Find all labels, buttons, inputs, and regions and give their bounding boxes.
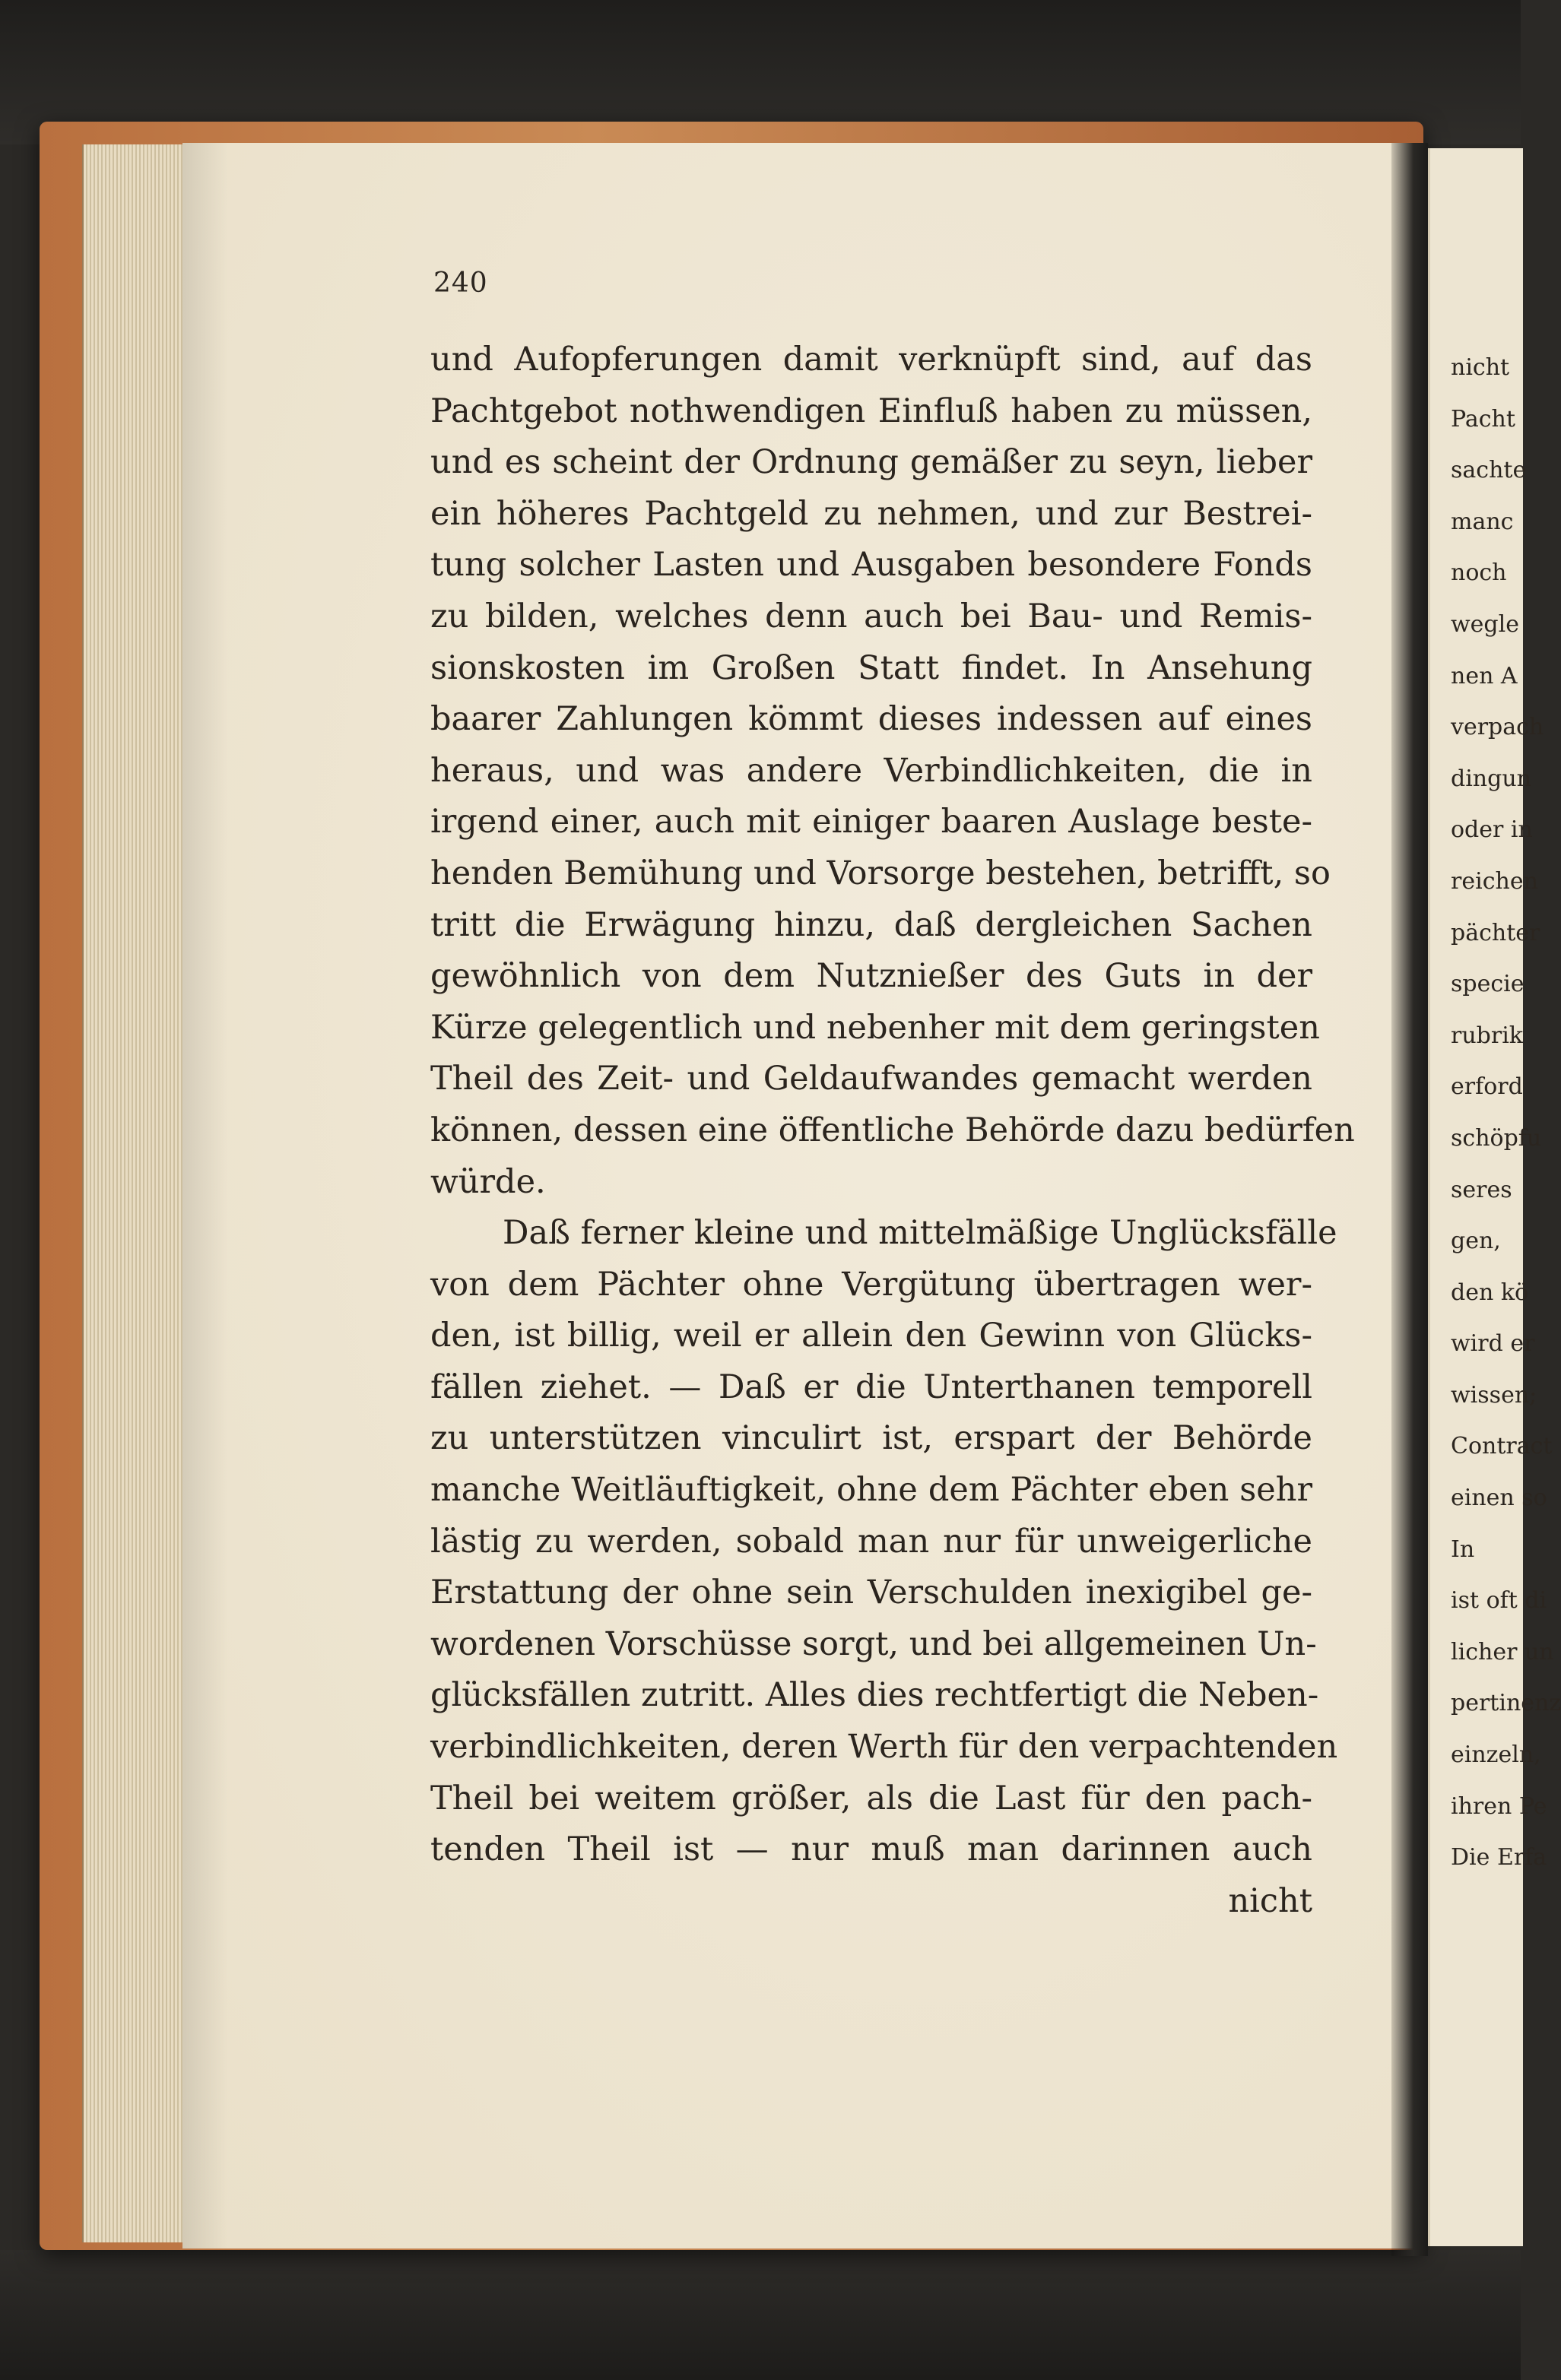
text-line: den, ist billig, weil er allein den Gewinn von Glücks- (430, 1317, 1312, 1355)
right-page-text (1451, 342, 1561, 1884)
text-line: zu unterstützen vinculirt ist, erspart der Behörde (430, 1419, 1312, 1458)
text-line: Kürze gelegentlich und nebenher mit dem geringsten (430, 1008, 1320, 1047)
facing-page-line: ist oft di (1451, 1587, 1547, 1615)
text-line: baarer Zahlungen kömmt dieses indessen auf eines (430, 700, 1312, 739)
facing-page-line: seres (1451, 1176, 1512, 1203)
facing-page-line: dingun (1451, 765, 1531, 792)
facing-page-line: licher un (1451, 1638, 1554, 1665)
page-edges (82, 144, 184, 2242)
facing-page-line: gen, (1451, 1228, 1501, 1255)
text-line: von dem Pächter ohne Vergütung übertragen wer- (430, 1265, 1312, 1304)
text-line: gewöhnlich von dem Nutznießer des Guts in der (430, 957, 1312, 996)
body-text (430, 334, 1355, 1927)
facing-page-line: In (1451, 1535, 1475, 1563)
facing-page-line: rubrik (1451, 1022, 1523, 1049)
text-line: tenden Theil ist — nur muß man darinnen auch (430, 1830, 1312, 1869)
text-line: lästig zu werden, sobald man nur für unweigerliche (430, 1522, 1312, 1561)
text-line: nicht (1228, 1881, 1312, 1920)
text-line: heraus, und was andere Verbindlichkeiten, die in (430, 751, 1312, 790)
text-line: wordenen Vorschüsse sorgt, und bei allgemeinen Un- (430, 1624, 1317, 1663)
facing-page-line: einen so (1451, 1485, 1547, 1512)
text-line: ein höheres Pachtgeld zu nehmen, und zur Bestrei- (430, 494, 1312, 533)
text-line: würde. (430, 1162, 546, 1201)
text-line: verbindlichkeiten, deren Werth für den verpachtenden (430, 1728, 1338, 1767)
facing-page-line: sachte (1451, 457, 1527, 484)
facing-page-line: Contract (1451, 1433, 1553, 1460)
text-line: zu bilden, welches denn auch bei Bau- und Remis- (430, 597, 1312, 635)
text-line: Theil des Zeit- und Geldaufwandes gemacht werden (430, 1060, 1312, 1098)
facing-page-line: Die Erfa (1451, 1844, 1547, 1871)
text-line: glücksfällen zutritt. Alles dies rechtfertigt die Neben- (430, 1676, 1319, 1715)
facing-page-line: wegle (1451, 610, 1519, 638)
facing-page-line: wissen; (1451, 1381, 1537, 1409)
text-line: und es scheint der Ordnung gemäßer zu seyn, lieber (430, 443, 1312, 482)
facing-page-line: ihren Pe (1451, 1792, 1547, 1820)
facing-page-line: manc (1451, 508, 1514, 535)
facing-page-line: pertinenz (1451, 1690, 1561, 1717)
text-line: henden Bemühung und Vorsorge bestehen, betrifft, so (430, 854, 1331, 892)
text-line: Pachtgebot nothwendigen Einfluß haben zu müssen, (430, 391, 1312, 430)
facing-page-line: Pacht (1451, 405, 1515, 433)
facing-page-line: schöpfu (1451, 1124, 1542, 1152)
text-line: sionskosten im Großen Statt findet. In Ansehung (430, 648, 1312, 687)
facing-page-line: noch (1451, 559, 1507, 587)
facing-page-line: pächter (1451, 919, 1540, 946)
text-line: Theil bei weitem größer, als die Last für den pach- (430, 1779, 1312, 1817)
facing-page-line: reichen (1451, 867, 1538, 895)
facing-page-line: nicht (1451, 354, 1510, 381)
facing-page-line: oder in (1451, 816, 1533, 844)
page-number: 240 (433, 268, 488, 299)
facing-page-line: den kö (1451, 1279, 1529, 1306)
facing-page-line: einzeln, (1451, 1741, 1541, 1769)
background-bottom (0, 2250, 1521, 2380)
text-line: tung solcher Lasten und Ausgaben besondere Fonds (430, 546, 1312, 585)
text-line: fällen ziehet. — Daß er die Unterthanen temporell (430, 1367, 1312, 1406)
facing-page-line: specie (1451, 971, 1525, 998)
facing-page-line: wird er (1451, 1330, 1535, 1358)
text-line: tritt die Erwägung hinzu, daß dergleichen Sachen (430, 905, 1312, 944)
facing-page-line: verpach (1451, 714, 1544, 741)
text-line: irgend einer, auch mit einiger baaren Auslage beste- (430, 803, 1312, 841)
facing-page-line: erford (1451, 1073, 1523, 1101)
text-line: Daß ferner kleine und mittelmäßige Unglücksfälle (503, 1214, 1337, 1253)
text-line: Erstattung der ohne sein Verschulden inexigibel ge- (430, 1573, 1312, 1612)
text-line: können, dessen eine öffentliche Behörde dazu bedürfen (430, 1111, 1355, 1149)
facing-page-line: nen A (1451, 662, 1518, 689)
text-line: und Aufopferungen damit verknüpft sind, auf das (430, 341, 1312, 379)
book-gutter (1391, 143, 1428, 2256)
text-line: manche Weitläuftigkeit, ohne dem Pächter eben sehr (430, 1471, 1312, 1510)
